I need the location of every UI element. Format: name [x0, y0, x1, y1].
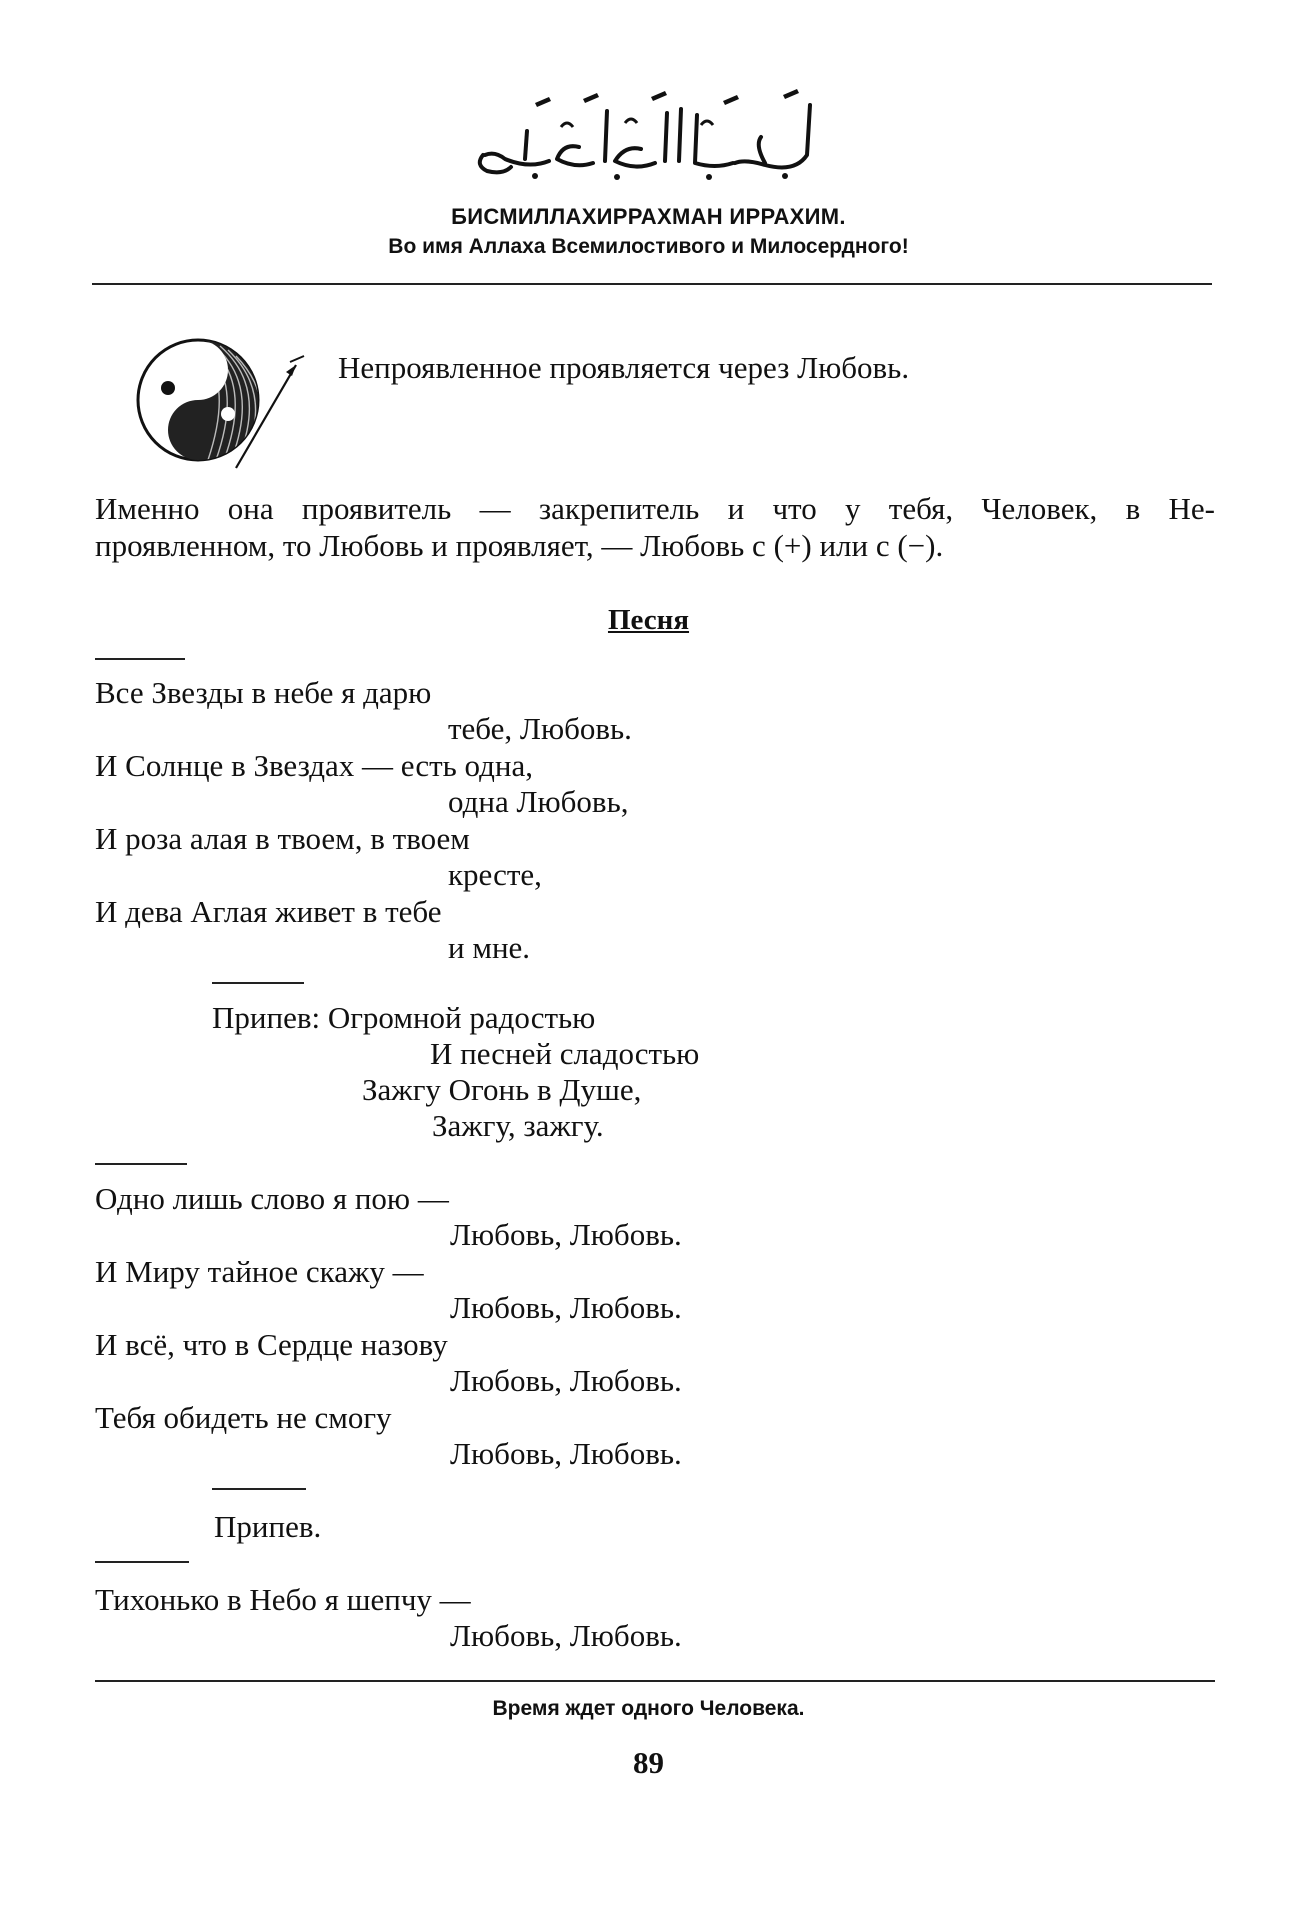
verse-divider — [95, 1561, 189, 1563]
intro-paragraph — [95, 490, 1215, 564]
bismillah-translation: Во имя Аллаха Всемилостивого и Милосердного! — [388, 235, 909, 258]
verse-line: одна Любовь, — [448, 784, 629, 819]
verse-line: И Солнце в Звездах — есть одна, — [95, 748, 533, 783]
paragraph-line-1: Именно она проявитель — закрепитель и что у тебя, Человек, в Не- — [95, 491, 1215, 526]
verse-line: Любовь, Любовь. — [450, 1290, 682, 1325]
bismillah-title: БИСМИЛЛАХИРРАХМАН ИРРАХИМ. — [451, 204, 846, 229]
verse-line: Любовь, Любовь. — [450, 1363, 682, 1398]
page-number: 89 — [633, 1745, 664, 1780]
verse-divider — [95, 658, 185, 660]
verse-line: Любовь, Любовь. — [450, 1217, 682, 1252]
chorus-line: И песней сладостью — [430, 1036, 700, 1071]
verse-line: и мне. — [448, 930, 531, 965]
verse-divider — [95, 1163, 187, 1165]
footer-motto: Время ждет одного Человека. — [492, 1697, 805, 1720]
verse-line: Тебя обидеть не смогу — [95, 1400, 392, 1435]
chorus-reference: Припев. — [214, 1509, 322, 1544]
verse-line: И Миру тайное скажу — — [95, 1254, 424, 1289]
verse-line: Тихонько в Небо я шепчу — — [95, 1582, 471, 1617]
chorus-line: Припев: Огромной радостью — [212, 1000, 596, 1035]
chorus-line: Зажгу, зажгу. — [432, 1108, 604, 1143]
verse-line: И дева Аглая живет в тебе — [95, 894, 442, 929]
verse-line: тебе, Любовь. — [448, 711, 632, 746]
paragraph-line-2: проявленном, то Любовь и проявляет, — Любовь с (+) или с (−). — [95, 528, 944, 563]
header-divider — [92, 283, 1212, 285]
chorus-divider — [212, 1488, 306, 1490]
intro-statement: Непроявленное проявляется через Любовь. — [338, 350, 910, 385]
bismillah-calligraphy — [465, 85, 825, 180]
verse-line: Одно лишь слово я пою — — [95, 1181, 449, 1216]
verse-line: Любовь, Любовь. — [450, 1436, 682, 1471]
footer-divider — [95, 1680, 1215, 1682]
verse-line: Любовь, Любовь. — [450, 1618, 682, 1653]
chorus-divider — [212, 982, 304, 984]
verse-line: И всё, что в Сердце назову — [95, 1327, 448, 1362]
yin-yang-icon — [128, 330, 328, 470]
verse-line: кресте, — [448, 857, 542, 892]
verse-line: Все Звезды в небе я дарю — [95, 675, 432, 710]
verse-line: И роза алая в твоем, в твоем — [95, 821, 470, 856]
chorus-line: Зажгу Огонь в Душе, — [362, 1072, 642, 1107]
song-title: Песня — [607, 604, 690, 636]
